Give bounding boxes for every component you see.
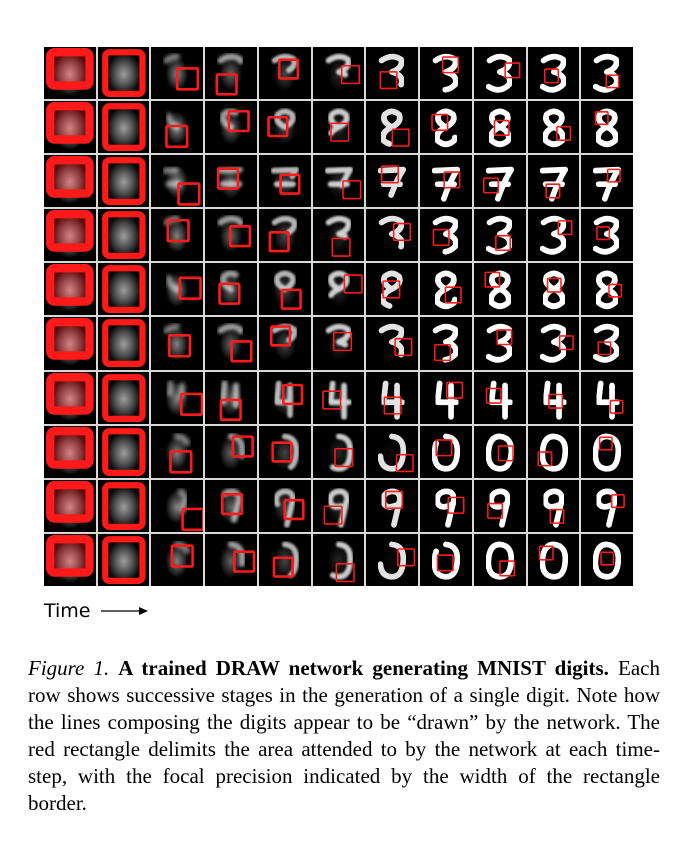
stage-cell bbox=[366, 372, 418, 424]
stage-cell bbox=[474, 47, 526, 99]
digit-stroke bbox=[542, 327, 563, 360]
stage-image bbox=[313, 534, 365, 586]
stage-cell bbox=[313, 263, 365, 315]
stage-cell bbox=[259, 372, 311, 424]
stage-cell bbox=[151, 155, 203, 207]
canvas-blur bbox=[106, 52, 141, 96]
stage-image bbox=[313, 209, 365, 261]
stage-cell bbox=[474, 480, 526, 532]
stage-image bbox=[528, 263, 580, 315]
stage-image bbox=[313, 426, 365, 478]
right-arrow-icon bbox=[101, 605, 149, 617]
stage-cell bbox=[151, 426, 203, 478]
stage-image bbox=[259, 101, 311, 153]
stage-cell bbox=[205, 209, 257, 261]
stage-image bbox=[528, 209, 580, 261]
stage-image bbox=[366, 47, 418, 99]
digit-stroke bbox=[545, 491, 562, 524]
stage-image bbox=[205, 263, 257, 315]
stage-cell bbox=[259, 155, 311, 207]
stage-cell bbox=[151, 317, 203, 369]
stage-cell bbox=[366, 534, 418, 586]
stage-cell bbox=[474, 372, 526, 424]
stage-image bbox=[151, 426, 203, 478]
stage-image bbox=[420, 426, 472, 478]
stage-cell bbox=[474, 209, 526, 261]
canvas-blur bbox=[106, 485, 141, 529]
stage-image bbox=[259, 155, 311, 207]
digit-stroke bbox=[488, 436, 511, 468]
time-axis-label: Time bbox=[44, 600, 91, 622]
stage-cell bbox=[98, 155, 150, 207]
stage-cell bbox=[313, 426, 365, 478]
stage-image bbox=[44, 209, 96, 261]
stage-image bbox=[259, 426, 311, 478]
digit-stroke bbox=[434, 436, 457, 468]
stage-cell bbox=[98, 480, 150, 532]
stage-image bbox=[259, 47, 311, 99]
stage-image bbox=[420, 101, 472, 153]
stage-image bbox=[151, 263, 203, 315]
digit-stroke bbox=[596, 436, 619, 468]
stage-image bbox=[151, 209, 203, 261]
stage-cell bbox=[259, 317, 311, 369]
digit-stroke bbox=[435, 327, 456, 360]
stage-cell bbox=[420, 480, 472, 532]
stage-image bbox=[151, 101, 203, 153]
attention-rectangle bbox=[50, 377, 89, 410]
stage-cell bbox=[581, 155, 633, 207]
stage-cell bbox=[313, 101, 365, 153]
stage-image bbox=[205, 317, 257, 369]
attention-rectangle bbox=[50, 52, 89, 85]
digit-stroke bbox=[488, 170, 511, 199]
stage-cell bbox=[205, 372, 257, 424]
stage-image bbox=[366, 317, 418, 369]
stage-image bbox=[366, 101, 418, 153]
stage-cell bbox=[528, 47, 580, 99]
attention-rectangle bbox=[50, 539, 89, 572]
stage-cell bbox=[151, 47, 203, 99]
canvas-blur bbox=[106, 106, 141, 150]
stage-image bbox=[259, 534, 311, 586]
stage-cell bbox=[581, 534, 633, 586]
stage-image bbox=[581, 480, 633, 532]
caption-label: Figure 1. bbox=[28, 656, 110, 680]
stage-image bbox=[474, 263, 526, 315]
stage-cell bbox=[420, 372, 472, 424]
stage-image bbox=[205, 534, 257, 586]
stage-cell bbox=[259, 263, 311, 315]
digit-stroke bbox=[596, 544, 619, 576]
stage-image bbox=[474, 317, 526, 369]
stage-image bbox=[313, 317, 365, 369]
stage-image bbox=[98, 263, 150, 315]
stage-image bbox=[366, 372, 418, 424]
stage-image bbox=[420, 47, 472, 99]
stage-cell bbox=[151, 209, 203, 261]
digit-stroke bbox=[542, 57, 563, 90]
stage-image bbox=[474, 534, 526, 586]
stage-image bbox=[474, 209, 526, 261]
stage-image bbox=[44, 155, 96, 207]
stage-cell bbox=[205, 155, 257, 207]
stage-image bbox=[366, 155, 418, 207]
stage-cell bbox=[44, 372, 96, 424]
stage-cell bbox=[528, 480, 580, 532]
stage-image bbox=[44, 372, 96, 424]
stage-image bbox=[366, 426, 418, 478]
stage-cell bbox=[98, 426, 150, 478]
stage-image bbox=[259, 372, 311, 424]
stage-image bbox=[44, 317, 96, 369]
time-axis bbox=[44, 600, 149, 622]
attention-rectangle bbox=[50, 431, 89, 464]
stage-image bbox=[259, 317, 311, 369]
stage-cell bbox=[44, 47, 96, 99]
stage-image bbox=[581, 155, 633, 207]
stage-image bbox=[420, 480, 472, 532]
figure-caption bbox=[28, 655, 660, 817]
stage-cell bbox=[44, 426, 96, 478]
stage-cell bbox=[420, 263, 472, 315]
stage-cell bbox=[366, 47, 418, 99]
stage-image bbox=[581, 101, 633, 153]
stage-cell bbox=[528, 263, 580, 315]
stage-image bbox=[205, 101, 257, 153]
stage-image bbox=[313, 155, 365, 207]
generation-grid bbox=[44, 47, 633, 586]
attention-rectangle bbox=[50, 323, 89, 356]
stage-cell bbox=[366, 480, 418, 532]
stage-cell bbox=[313, 534, 365, 586]
stage-image bbox=[205, 372, 257, 424]
attention-rectangle bbox=[50, 485, 89, 518]
stage-cell bbox=[366, 317, 418, 369]
stage-image bbox=[44, 101, 96, 153]
stage-cell bbox=[528, 101, 580, 153]
stage-image bbox=[313, 101, 365, 153]
stage-image bbox=[205, 155, 257, 207]
canvas-blur bbox=[106, 431, 141, 475]
canvas-blur bbox=[106, 160, 141, 204]
stage-cell bbox=[581, 480, 633, 532]
stage-cell bbox=[44, 101, 96, 153]
stage-image bbox=[259, 480, 311, 532]
stage-image bbox=[205, 480, 257, 532]
stage-cell bbox=[420, 101, 472, 153]
stage-cell bbox=[44, 209, 96, 261]
stage-image bbox=[581, 534, 633, 586]
attention-rectangle bbox=[438, 555, 454, 571]
stage-image bbox=[44, 263, 96, 315]
stage-image bbox=[151, 155, 203, 207]
stage-cell bbox=[98, 209, 150, 261]
stage-cell bbox=[44, 480, 96, 532]
stage-image bbox=[151, 47, 203, 99]
digit-stroke bbox=[435, 170, 458, 199]
stage-image bbox=[581, 372, 633, 424]
stage-image bbox=[474, 426, 526, 478]
stage-cell bbox=[44, 155, 96, 207]
stage-cell bbox=[474, 426, 526, 478]
stage-cell bbox=[313, 372, 365, 424]
stage-cell bbox=[98, 534, 150, 586]
stage-image bbox=[151, 480, 203, 532]
stage-image bbox=[581, 47, 633, 99]
stage-cell bbox=[259, 47, 311, 99]
stage-image bbox=[528, 534, 580, 586]
stage-image bbox=[528, 317, 580, 369]
digit-stroke bbox=[544, 112, 562, 145]
stage-cell bbox=[313, 317, 365, 369]
stage-cell bbox=[313, 155, 365, 207]
stage-cell bbox=[581, 209, 633, 261]
digit-stroke bbox=[598, 274, 616, 307]
caption-title: A trained DRAW network generating MNIST digits. bbox=[118, 656, 609, 680]
stage-cell bbox=[420, 155, 472, 207]
attention-rectangle bbox=[50, 106, 89, 139]
stage-cell bbox=[259, 480, 311, 532]
caption-body: Each row shows successive stages in the generation of a single digit. Note how the lines composing the digits appear to be “drawn” by the network. The red rectangle delimits the area attended to by the network at each time-step, with the focal precision indicated by the width of the rectangle border. bbox=[28, 656, 660, 815]
digit-stroke bbox=[435, 219, 456, 252]
digit-stroke bbox=[598, 491, 615, 524]
stage-cell bbox=[581, 263, 633, 315]
canvas-blur bbox=[106, 215, 141, 259]
canvas-blur bbox=[106, 539, 141, 583]
stage-cell bbox=[366, 263, 418, 315]
stage-cell bbox=[528, 317, 580, 369]
stage-cell bbox=[474, 263, 526, 315]
stage-cell bbox=[205, 426, 257, 478]
attention-rectangle bbox=[50, 160, 89, 193]
stage-image bbox=[581, 263, 633, 315]
stage-cell bbox=[98, 101, 150, 153]
stage-image bbox=[313, 372, 365, 424]
stage-cell bbox=[366, 209, 418, 261]
stage-image bbox=[366, 209, 418, 261]
stage-image bbox=[259, 209, 311, 261]
stage-image bbox=[474, 101, 526, 153]
stage-cell bbox=[528, 534, 580, 586]
stage-image bbox=[528, 480, 580, 532]
stage-image bbox=[474, 155, 526, 207]
stage-image bbox=[98, 209, 150, 261]
stage-cell bbox=[259, 101, 311, 153]
stage-cell bbox=[366, 155, 418, 207]
stage-cell bbox=[259, 426, 311, 478]
stage-image bbox=[151, 372, 203, 424]
stage-image bbox=[474, 47, 526, 99]
stage-cell bbox=[98, 263, 150, 315]
stage-cell bbox=[98, 47, 150, 99]
stage-image bbox=[420, 534, 472, 586]
stage-cell bbox=[420, 209, 472, 261]
stage-image bbox=[474, 372, 526, 424]
stage-cell bbox=[313, 209, 365, 261]
stage-image bbox=[420, 372, 472, 424]
stage-cell bbox=[44, 263, 96, 315]
stage-image bbox=[151, 317, 203, 369]
stage-cell bbox=[205, 101, 257, 153]
stage-cell bbox=[98, 372, 150, 424]
stage-image bbox=[528, 47, 580, 99]
stage-image bbox=[420, 317, 472, 369]
stage-image bbox=[581, 317, 633, 369]
stage-image bbox=[98, 47, 150, 99]
stage-image bbox=[313, 480, 365, 532]
stage-image bbox=[259, 263, 311, 315]
stage-cell bbox=[581, 101, 633, 153]
stage-cell bbox=[474, 101, 526, 153]
stage-cell bbox=[420, 534, 472, 586]
stage-cell bbox=[528, 209, 580, 261]
digit-stroke bbox=[491, 112, 509, 145]
canvas-blur bbox=[106, 377, 141, 421]
stage-image bbox=[528, 426, 580, 478]
stage-image bbox=[581, 426, 633, 478]
attention-rectangle bbox=[50, 215, 89, 248]
stage-cell bbox=[420, 47, 472, 99]
stage-cell bbox=[259, 209, 311, 261]
digit-stroke bbox=[488, 327, 509, 360]
stage-cell bbox=[581, 426, 633, 478]
stage-image bbox=[98, 480, 150, 532]
stage-cell bbox=[313, 47, 365, 99]
stage-image bbox=[98, 426, 150, 478]
stage-image bbox=[44, 534, 96, 586]
stage-image bbox=[151, 534, 203, 586]
stage-cell bbox=[528, 155, 580, 207]
stage-image bbox=[44, 480, 96, 532]
stage-image bbox=[420, 155, 472, 207]
stage-image bbox=[581, 209, 633, 261]
stage-image bbox=[313, 263, 365, 315]
attention-rectangle bbox=[601, 552, 613, 565]
stage-image bbox=[366, 480, 418, 532]
stage-cell bbox=[44, 317, 96, 369]
stage-cell bbox=[205, 47, 257, 99]
digit-stroke bbox=[437, 112, 455, 145]
canvas-blur bbox=[106, 323, 141, 367]
stage-image bbox=[528, 372, 580, 424]
digit-stroke bbox=[491, 491, 508, 524]
stage-cell bbox=[151, 263, 203, 315]
stage-image bbox=[366, 263, 418, 315]
stage-cell bbox=[205, 534, 257, 586]
digit-stroke bbox=[598, 112, 616, 145]
canvas-blur bbox=[106, 269, 141, 313]
stage-cell bbox=[205, 263, 257, 315]
stage-cell bbox=[366, 426, 418, 478]
stage-cell bbox=[474, 317, 526, 369]
stage-image bbox=[98, 372, 150, 424]
stage-cell bbox=[44, 534, 96, 586]
stage-cell bbox=[151, 372, 203, 424]
stage-image bbox=[205, 209, 257, 261]
stage-image bbox=[366, 534, 418, 586]
stage-image bbox=[98, 101, 150, 153]
digit-stroke bbox=[437, 491, 454, 524]
stage-cell bbox=[259, 534, 311, 586]
stage-cell bbox=[581, 47, 633, 99]
stage-cell bbox=[528, 426, 580, 478]
stage-image bbox=[528, 101, 580, 153]
stage-cell bbox=[151, 101, 203, 153]
digit-stroke bbox=[488, 57, 509, 90]
stage-cell bbox=[420, 426, 472, 478]
stage-cell bbox=[474, 534, 526, 586]
stage-cell bbox=[528, 372, 580, 424]
stage-cell bbox=[151, 534, 203, 586]
stage-cell bbox=[366, 101, 418, 153]
stage-image bbox=[420, 263, 472, 315]
stage-cell bbox=[313, 480, 365, 532]
stage-cell bbox=[205, 317, 257, 369]
stage-image bbox=[98, 155, 150, 207]
stage-cell bbox=[581, 317, 633, 369]
attention-rectangle bbox=[50, 269, 89, 302]
stage-cell bbox=[581, 372, 633, 424]
stage-cell bbox=[420, 317, 472, 369]
stage-image bbox=[528, 155, 580, 207]
stage-image bbox=[313, 47, 365, 99]
stage-image bbox=[474, 480, 526, 532]
stage-image bbox=[205, 426, 257, 478]
stage-image bbox=[44, 47, 96, 99]
stage-cell bbox=[474, 155, 526, 207]
digit-stroke bbox=[596, 219, 617, 252]
stage-image bbox=[98, 534, 150, 586]
stage-image bbox=[98, 317, 150, 369]
stage-cell bbox=[205, 480, 257, 532]
stage-image bbox=[205, 47, 257, 99]
stage-image bbox=[44, 426, 96, 478]
stage-cell bbox=[151, 480, 203, 532]
stage-image bbox=[420, 209, 472, 261]
stage-cell bbox=[98, 317, 150, 369]
